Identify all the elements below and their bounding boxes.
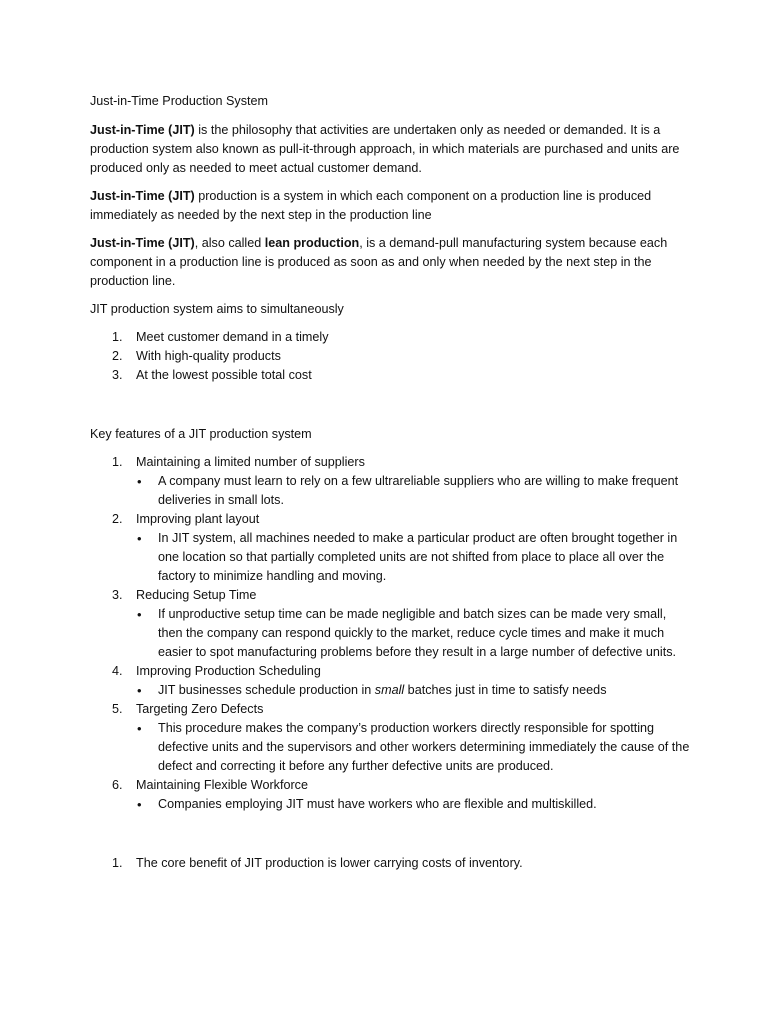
feature-item-zero-defects: 5. Targeting Zero Defects	[112, 702, 264, 716]
bullet-icon: •	[137, 721, 142, 736]
paragraph-text: , is a demand-pull manufacturing system because each component in a production line is produced as soon as and only when needed by the next step in the production line.	[90, 236, 668, 288]
feature-detail: • A company must learn to rely on a few ultrareliable suppliers who are willing to make frequent deliveries in small lots.	[137, 474, 679, 507]
list-item: 1. The core benefit of JIT production is lower carrying costs of inventory.	[112, 856, 523, 870]
emphasis-small: small	[374, 683, 405, 697]
term-lean-production: lean production	[264, 236, 360, 250]
feature-detail: • Companies employing JIT must have workers who are flexible and multiskilled.	[137, 797, 597, 812]
feature-detail: • This procedure makes the company’s production workers directly responsible for spotting defective units and the supervisors and other workers determining immediately the cause of the defect and correcting it before any further defective units are produced.	[137, 721, 690, 773]
paragraph-definition-3	[90, 234, 690, 291]
aims-list	[90, 328, 690, 385]
list-item: 2. With high-quality products	[112, 349, 281, 363]
paragraph-text: production is a system in which each component on a production line is produced immediately as needed by the next step in the production line	[90, 189, 652, 222]
bullet-icon: •	[137, 607, 142, 622]
spacer	[90, 814, 690, 854]
feature-item-plant-layout: 2. Improving plant layout	[112, 512, 260, 526]
paragraph-definition-1	[90, 121, 690, 178]
term-jit: Just-in-Time (JIT)	[90, 236, 195, 250]
features-intro: Key features of a JIT production system	[90, 427, 312, 441]
feature-detail: • If unproductive setup time can be made negligible and batch sizes can be made very small, then the company can respond quickly to the market, reduce cycle times and make it much easier to spot manufacturing problems before they result in a large number of defective units.	[137, 607, 677, 659]
bullet-icon: •	[137, 531, 142, 546]
paragraph-text: is the philosophy that activities are undertaken only as needed or demanded. It is a production system also known as pull-it-through approach, in which materials are purchased and units are produced only as needed to meet actual customer demand.	[90, 123, 680, 175]
benefits-list	[90, 854, 690, 873]
feature-item-suppliers: 1. Maintaining a limited number of suppliers	[112, 455, 365, 469]
document-title: Just-in-Time Production System	[90, 94, 268, 108]
feature-detail: • JIT businesses schedule production in small batches just in time to satisfy needs	[137, 683, 607, 698]
term-jit: Just-in-Time (JIT)	[90, 123, 195, 137]
bullet-icon: •	[137, 683, 142, 698]
bullet-icon: •	[137, 797, 142, 812]
aims-intro: JIT production system aims to simultaneously	[90, 302, 344, 316]
paragraph-text: , also called	[194, 236, 265, 250]
feature-item-flexible-workforce: 6. Maintaining Flexible Workforce	[112, 778, 308, 792]
document-page	[90, 92, 690, 873]
list-item: 1. Meet customer demand in a timely	[112, 330, 329, 344]
feature-item-setup-time: 3. Reducing Setup Time	[112, 588, 257, 602]
paragraph-definition-2	[90, 187, 690, 225]
feature-detail: • In JIT system, all machines needed to make a particular product are often brought together in one location so that partially completed units are not shifted from place to place all over the factory to minimize handling and moving.	[137, 531, 678, 583]
bullet-icon: •	[137, 474, 142, 489]
list-item: 3. At the lowest possible total cost	[112, 368, 312, 382]
spacer	[90, 385, 690, 425]
term-jit: Just-in-Time (JIT)	[90, 189, 195, 203]
features-list	[90, 453, 690, 814]
feature-item-scheduling: 4. Improving Production Scheduling	[112, 664, 321, 678]
